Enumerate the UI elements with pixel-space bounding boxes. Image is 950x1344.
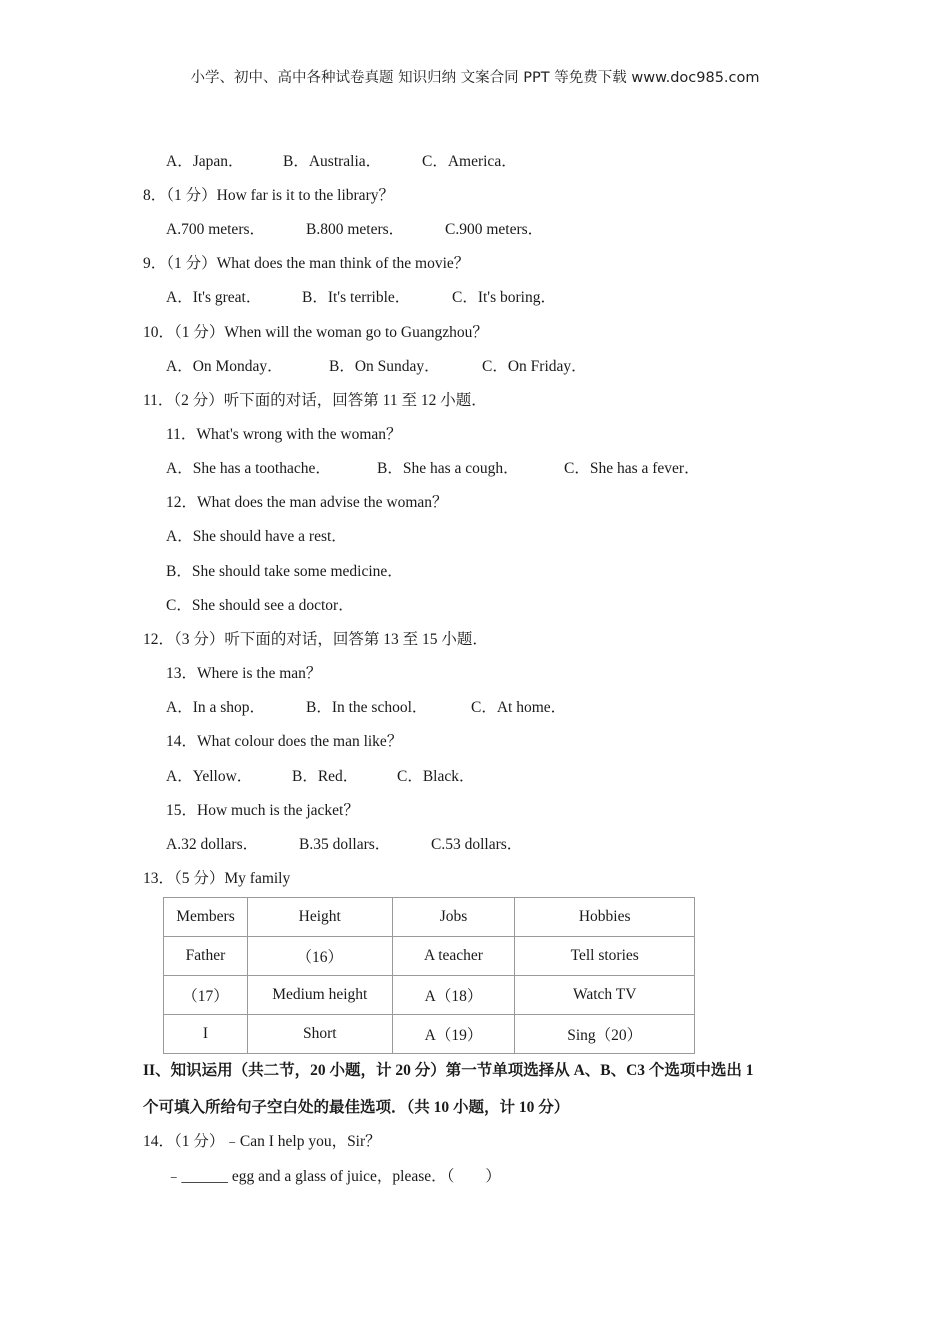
q12-sub15: 15．How much is the jacket？ [166,802,359,819]
table-header: Height [247,898,392,937]
q10-option-b: B．On Sunday． [329,358,440,375]
q12-sub13: 13．Where is the man？ [166,665,322,682]
table-header: Jobs [392,898,515,937]
table-cell: Short [247,1015,392,1054]
q14-stem: 14．（1 分）﹣Can I help you，Sir？ [143,1133,381,1150]
table-cell: Father [164,937,248,976]
table-cell: I [164,1015,248,1054]
q9-stem: 9．（1 分）What does the man think of the movie？ [143,255,470,272]
page-header: 小学、初中、高中各种试卷真题 知识归纳 文案合同 PPT 等免费下载 www.doc985.com [190,70,760,86]
q9-option-a: A．It's great． [166,289,262,306]
table-cell: A（18） [392,976,515,1015]
sub15-option-a: A.32 dollars． [166,836,259,853]
q7-option-a: A．Japan． [166,153,244,170]
sub13-option-a: A．In a shop． [166,699,266,716]
q10-stem: 10．（1 分）When will the woman go to Guangzhou？ [143,324,488,341]
table-cell: A（19） [392,1015,515,1054]
sub11-option-c: C．She has a fever． [564,460,700,477]
sub14-option-c: C．Black． [397,768,475,785]
sub15-option-c: C.53 dollars． [431,836,523,853]
q7-option-b: B．Australia． [283,153,382,170]
table-cell: Sing（20） [515,1015,695,1054]
q7-option-c: C．America． [422,153,517,170]
table-cell: A teacher [392,937,515,976]
q10-option-c: C．On Friday． [482,358,587,375]
q14-answer-line: ﹣______ egg and a glass of juice，please．（ ） [166,1168,501,1185]
q8-option-c: C.900 meters． [445,221,544,238]
sub14-option-a: A．Yellow． [166,768,253,785]
q8-option-a: A.700 meters． [166,221,266,238]
table-header: Hobbies [515,898,695,937]
table-header: Members [164,898,248,937]
section-2-heading-line1: II、知识运用（共二节，20 小题，计 20 分）第一节单项选择从 A、B、C3 个选项中选出 1 [143,1062,754,1079]
q9-option-b: B．It's terrible． [302,289,411,306]
q11-stem: 11．（2 分）听下面的对话，回答第 11 至 12 小题． [143,392,487,409]
sub13-option-c: C．At home． [471,699,567,716]
q12-sub14: 14．What colour does the man like？ [166,733,403,750]
table-cell: Tell stories [515,937,695,976]
table-row [164,976,695,1015]
sub14-option-b: B．Red． [292,768,359,785]
q12-stem: 12．（3 分）听下面的对话，回答第 13 至 15 小题． [143,631,488,648]
sub11-option-a: A．She has a toothache． [166,460,331,477]
table-row [164,1015,695,1054]
sub12-option-c: C．She should see a doctor． [166,597,354,614]
q10-option-a: A．On Monday． [166,358,283,375]
table-cell: （17） [164,976,248,1015]
table-header-row [164,898,695,937]
family-table [163,897,695,1054]
q9-option-c: C．It's boring． [452,289,556,306]
table-cell: （16） [247,937,392,976]
table-cell: Watch TV [515,976,695,1015]
table-row [164,937,695,976]
table-cell: Medium height [247,976,392,1015]
sub15-option-b: B.35 dollars． [299,836,391,853]
q11-sub12: 12．What does the man advise the woman？ [166,494,448,511]
section-2-heading-line2: 个可填入所给句子空白处的最佳选项．（共 10 小题，计 10 分） [143,1099,570,1116]
q13-stem: 13．（5 分）My family [143,870,291,887]
sub12-option-b: B．She should take some medicine． [166,563,403,580]
sub13-option-b: B．In the school． [306,699,428,716]
q8-stem: 8．（1 分）How far is it to the library？ [143,187,394,204]
sub12-option-a: A．She should have a rest． [166,528,347,545]
q11-sub11: 11．What's wrong with the woman？ [166,426,402,443]
q8-option-b: B.800 meters． [306,221,405,238]
sub11-option-b: B．She has a cough． [377,460,519,477]
